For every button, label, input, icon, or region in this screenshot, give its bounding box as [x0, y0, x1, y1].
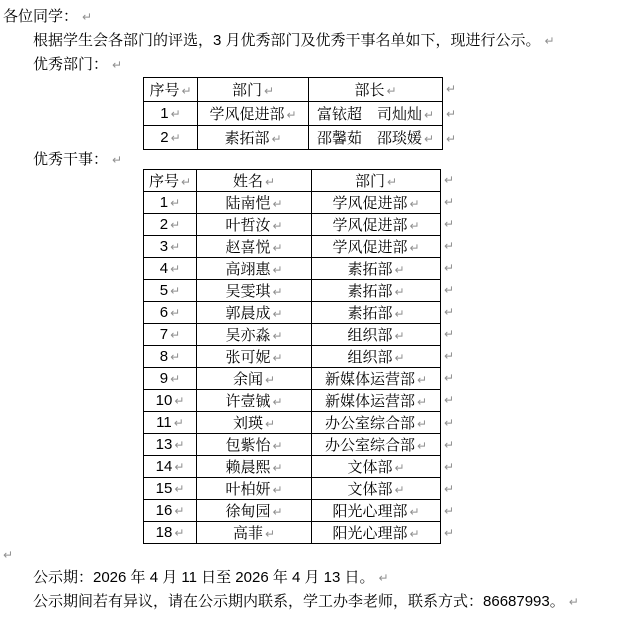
- row-end-mark: [444, 456, 454, 478]
- cell-end-mark: ↵: [272, 460, 283, 475]
- table-row: [144, 323, 441, 345]
- table-cell: [312, 323, 441, 345]
- cell-end-mark: ↵: [272, 350, 283, 365]
- dept-row-end-marks: [446, 77, 456, 151]
- cell-end-mark: ↵: [394, 284, 405, 299]
- cell-text: 姓名: [232, 172, 263, 190]
- cell-end-mark: ↵: [409, 504, 420, 519]
- table-cell: [197, 389, 312, 411]
- cell-end-mark: ↵: [416, 438, 428, 453]
- table-cell: [197, 235, 312, 257]
- greeting-text: 各位同学：: [3, 8, 79, 25]
- table-cell: [312, 521, 441, 543]
- cell-end-mark: ↵: [170, 107, 181, 121]
- cell-end-mark: ↵: [170, 261, 181, 276]
- table-cell: [197, 345, 312, 367]
- cell-text: 1: [160, 105, 169, 122]
- cell-end-mark: ↵: [263, 84, 275, 98]
- table-cell: [197, 301, 312, 323]
- row-end-mark: [444, 323, 454, 345]
- table-cell: [312, 499, 441, 521]
- header-cell: [309, 78, 443, 102]
- table-cell: [144, 455, 197, 477]
- officer-section-heading: [3, 151, 628, 169]
- dept-section-label: 优秀部门：: [33, 56, 109, 73]
- table-cell: [144, 323, 197, 345]
- row-end-mark: [444, 213, 454, 235]
- cell-end-mark: ↵: [394, 262, 405, 277]
- table-cell: [312, 477, 441, 499]
- cell-text: 5: [159, 281, 169, 299]
- cell-text: 3: [159, 237, 169, 255]
- table-row: [144, 389, 441, 411]
- paragraph-mark: ↵: [444, 195, 455, 210]
- table-row: [144, 257, 441, 279]
- table-row: [144, 367, 441, 389]
- table-cell: [312, 433, 441, 455]
- dept-section-heading: [3, 53, 628, 77]
- cell-text: 赵喜悦: [225, 238, 271, 256]
- contact-text: 公示期间若有异议，请在公示期内联系，学工办李老师，联系方式：86687993。: [33, 592, 565, 610]
- cell-text: 素拓部: [224, 130, 270, 147]
- paragraph-mark: ↵: [82, 10, 93, 24]
- cell-text: 新媒体运营部: [324, 392, 415, 410]
- paragraph-mark: ↵: [544, 34, 555, 48]
- row-end-mark: [444, 235, 454, 257]
- cell-end-mark: ↵: [386, 174, 398, 189]
- table-cell: [197, 411, 312, 433]
- cell-end-mark: ↵: [394, 306, 405, 321]
- paragraph-mark: ↵: [444, 305, 455, 320]
- cell-end-mark: ↵: [180, 174, 192, 189]
- row-end-mark: [446, 102, 456, 127]
- cell-text: 18: [155, 523, 173, 541]
- cell-text: 素拓部: [347, 304, 393, 322]
- cell-end-mark: ↵: [181, 84, 192, 98]
- cell-text: 组织部: [347, 326, 393, 344]
- publicity-period-text: 公示期：2026 年 4 月 11 日至 2026 年 4 月 13 日。: [33, 568, 375, 586]
- table-row: [144, 102, 443, 126]
- table-cell: [197, 367, 312, 389]
- cell-text: 1: [159, 193, 169, 211]
- header-cell: [197, 169, 312, 191]
- row-end-mark: [444, 500, 454, 522]
- cell-text: 包紫怡: [225, 436, 271, 454]
- table-cell: [144, 433, 197, 455]
- row-end-mark: [444, 257, 454, 279]
- table-cell: [312, 279, 441, 301]
- table-cell: [144, 345, 197, 367]
- table-cell: [312, 257, 441, 279]
- cell-text: 新媒体运营部: [324, 370, 415, 388]
- table-row: [144, 521, 441, 543]
- cell-text: 学风促进部: [209, 106, 285, 123]
- paragraph-mark: ↵: [444, 283, 455, 298]
- table-cell: [144, 367, 197, 389]
- table-cell: [197, 455, 312, 477]
- cell-text: 11: [156, 413, 172, 431]
- table-cell: [198, 102, 309, 126]
- cell-end-mark: ↵: [173, 415, 184, 430]
- cell-end-mark: ↵: [272, 240, 283, 255]
- cell-text: 许壹铖: [225, 392, 271, 410]
- row-end-mark: [444, 301, 454, 323]
- cell-end-mark: ↵: [272, 482, 283, 497]
- table-cell: [197, 499, 312, 521]
- cell-text: 2: [160, 129, 169, 146]
- cell-text: 6: [159, 303, 169, 321]
- paragraph-mark: ↵: [446, 131, 457, 146]
- table-cell: [312, 367, 441, 389]
- row-end-mark: [444, 367, 454, 389]
- table-cell: [144, 213, 197, 235]
- table-cell: [144, 126, 198, 150]
- cell-end-mark: ↵: [272, 284, 283, 299]
- row-end-mark: [444, 389, 454, 411]
- cell-end-mark: ↵: [423, 132, 435, 146]
- cell-end-mark: ↵: [394, 350, 405, 365]
- cell-end-mark: ↵: [394, 328, 405, 343]
- cell-text: 13: [155, 435, 173, 453]
- officer-table-wrap: [143, 169, 628, 544]
- cell-end-mark: ↵: [272, 394, 283, 409]
- cell-end-mark: ↵: [409, 526, 420, 541]
- table-row: [144, 411, 441, 433]
- cell-text: 学风促进部: [332, 194, 408, 212]
- empty-paragraph: [3, 544, 628, 566]
- row-end-mark: [444, 279, 454, 301]
- cell-end-mark: ↵: [170, 349, 181, 364]
- row-end-mark: [444, 191, 454, 213]
- cell-end-mark: ↵: [272, 218, 283, 233]
- cell-text: 张可妮: [225, 348, 271, 366]
- row-end-mark: [444, 345, 454, 367]
- row-end-mark: [444, 411, 454, 433]
- table-cell: [144, 235, 197, 257]
- paragraph-mark: ↵: [444, 327, 455, 342]
- greeting-line: [3, 5, 628, 29]
- paragraph-mark: ↵: [444, 239, 455, 254]
- dept-table-wrap: [143, 77, 628, 151]
- paragraph-mark: ↵: [444, 371, 455, 386]
- cell-text: 15: [155, 479, 173, 497]
- paragraph-mark: ↵: [444, 459, 455, 474]
- table-cell: [198, 126, 309, 150]
- officer-table: [143, 169, 441, 544]
- header-row: [144, 78, 443, 102]
- cell-text: 部门: [354, 172, 385, 190]
- officer-section-label: 优秀干事：: [33, 150, 109, 168]
- table-cell: [197, 191, 312, 213]
- dept-table: [143, 77, 443, 150]
- cell-text: 刘瑛: [232, 414, 263, 432]
- cell-text: 学风促进部: [332, 238, 408, 256]
- paragraph-mark: ↵: [444, 481, 455, 496]
- cell-text: 部长: [354, 82, 385, 99]
- publicity-period-line: [3, 566, 628, 590]
- table-cell: [197, 521, 312, 543]
- cell-text: 办公室综合部: [324, 414, 415, 432]
- cell-text: 叶哲汝: [225, 216, 271, 234]
- intro-line: [3, 29, 628, 53]
- cell-text: 10: [155, 391, 173, 409]
- header-cell: [144, 78, 198, 102]
- cell-text: 徐甸园: [225, 502, 271, 520]
- table-cell: [144, 279, 197, 301]
- cell-end-mark: ↵: [264, 372, 276, 387]
- row-end-mark: [444, 169, 454, 191]
- cell-end-mark: ↵: [272, 196, 283, 211]
- cell-end-mark: ↵: [170, 131, 181, 145]
- paragraph-mark: ↵: [444, 393, 455, 408]
- table-cell: [197, 279, 312, 301]
- contact-line: [3, 590, 628, 614]
- cell-text: 4: [159, 259, 169, 277]
- paragraph-mark: ↵: [444, 503, 455, 518]
- cell-end-mark: ↵: [409, 196, 420, 211]
- cell-end-mark: ↵: [170, 239, 181, 254]
- table-row: [144, 213, 441, 235]
- table-cell: [144, 389, 197, 411]
- header-cell: [144, 169, 197, 191]
- cell-text: 吴雯琪: [225, 282, 271, 300]
- header-cell: [312, 169, 441, 191]
- table-row: [144, 235, 441, 257]
- cell-text: 学风促进部: [332, 216, 408, 234]
- table-cell: [309, 126, 443, 150]
- table-row: [144, 279, 441, 301]
- cell-end-mark: ↵: [394, 482, 405, 497]
- paragraph-mark: ↵: [112, 152, 123, 167]
- table-cell: [144, 301, 197, 323]
- table-cell: [197, 323, 312, 345]
- paragraph-mark: ↵: [444, 349, 455, 364]
- cell-text: 序号: [149, 82, 180, 99]
- table-cell: [144, 411, 197, 433]
- cell-text: 高翊惠: [225, 260, 271, 278]
- table-row: [144, 499, 441, 521]
- cell-end-mark: ↵: [264, 416, 276, 431]
- cell-text: 组织部: [347, 348, 393, 366]
- table-row: [144, 126, 443, 150]
- cell-text: 9: [159, 369, 169, 387]
- table-cell: [144, 477, 197, 499]
- row-end-mark: [446, 126, 456, 151]
- cell-end-mark: ↵: [271, 132, 282, 146]
- paragraph-mark: ↵: [444, 525, 455, 540]
- paragraph-mark: ↵: [444, 437, 455, 452]
- table-cell: [312, 191, 441, 213]
- cell-text: 部门: [231, 82, 262, 99]
- cell-text: 文体部: [347, 458, 393, 476]
- intro-text: 根据学生会各部门的评选，3 月优秀部门及优秀干事名单如下，现进行公示。: [33, 32, 541, 49]
- table-cell: [312, 213, 441, 235]
- table-cell: [312, 235, 441, 257]
- cell-end-mark: ↵: [272, 306, 283, 321]
- paragraph-mark: ↵: [568, 594, 579, 609]
- table-cell: [144, 102, 198, 126]
- table-cell: [144, 521, 197, 543]
- header-cell: [198, 78, 309, 102]
- cell-text: 陆南恺: [225, 194, 271, 212]
- cell-end-mark: ↵: [272, 262, 283, 277]
- table-cell: [312, 455, 441, 477]
- cell-end-mark: ↵: [272, 438, 283, 453]
- cell-text: 16: [155, 501, 173, 519]
- paragraph-mark: ↵: [3, 547, 14, 562]
- cell-end-mark: ↵: [416, 394, 428, 409]
- cell-end-mark: ↵: [286, 108, 297, 122]
- cell-end-mark: ↵: [170, 371, 181, 386]
- table-cell: [312, 345, 441, 367]
- cell-text: 序号: [148, 172, 179, 190]
- cell-text: 14: [155, 457, 173, 475]
- table-row: [144, 433, 441, 455]
- table-cell: [197, 213, 312, 235]
- row-end-mark: [444, 434, 454, 456]
- cell-end-mark: ↵: [423, 108, 435, 122]
- row-end-mark: [444, 478, 454, 500]
- table-cell: [197, 477, 312, 499]
- cell-end-mark: ↵: [386, 84, 397, 98]
- cell-text: 富铱超 司灿灿: [316, 106, 422, 123]
- cell-text: 素拓部: [347, 260, 393, 278]
- header-row: [144, 169, 441, 191]
- cell-text: 高菲: [232, 524, 263, 542]
- table-cell: [312, 411, 441, 433]
- table-cell: [144, 191, 197, 213]
- table-row: [144, 345, 441, 367]
- cell-text: 余闻: [232, 370, 263, 388]
- paragraph-mark: ↵: [446, 106, 457, 121]
- cell-text: 7: [159, 325, 169, 343]
- paragraph-mark: ↵: [444, 217, 455, 232]
- cell-text: 郭晨成: [225, 304, 271, 322]
- cell-end-mark: ↵: [170, 195, 181, 210]
- cell-text: 邵馨茹 邵琰媛: [316, 130, 422, 147]
- cell-text: 吴亦淼: [225, 326, 271, 344]
- cell-end-mark: ↵: [174, 437, 185, 452]
- officer-row-end-marks: [444, 169, 454, 544]
- paragraph-mark: ↵: [444, 261, 455, 276]
- cell-end-mark: ↵: [174, 393, 185, 408]
- cell-end-mark: ↵: [170, 217, 181, 232]
- table-cell: [144, 499, 197, 521]
- table-cell: [197, 433, 312, 455]
- cell-text: 赖晨熙: [225, 458, 271, 476]
- cell-end-mark: ↵: [170, 283, 181, 298]
- cell-end-mark: ↵: [416, 416, 428, 431]
- cell-end-mark: ↵: [272, 328, 283, 343]
- cell-end-mark: ↵: [264, 174, 276, 189]
- cell-end-mark: ↵: [416, 372, 428, 387]
- cell-end-mark: ↵: [409, 240, 420, 255]
- cell-text: 2: [159, 215, 169, 233]
- cell-text: 阳光心理部: [332, 502, 408, 520]
- cell-end-mark: ↵: [409, 218, 420, 233]
- table-row: [144, 455, 441, 477]
- cell-end-mark: ↵: [272, 504, 283, 519]
- cell-text: 阳光心理部: [332, 524, 408, 542]
- cell-text: 文体部: [347, 480, 393, 498]
- cell-end-mark: ↵: [264, 526, 276, 541]
- cell-text: 素拓部: [347, 282, 393, 300]
- cell-text: 8: [159, 347, 169, 365]
- row-end-mark: [444, 522, 454, 544]
- cell-text: 叶柏妍: [225, 480, 271, 498]
- paragraph-mark: ↵: [446, 82, 457, 97]
- cell-end-mark: ↵: [170, 327, 181, 342]
- table-cell: [312, 301, 441, 323]
- table-cell: [312, 389, 441, 411]
- paragraph-mark: ↵: [444, 172, 455, 187]
- cell-end-mark: ↵: [174, 481, 185, 496]
- paragraph-mark: ↵: [112, 58, 123, 72]
- table-row: [144, 477, 441, 499]
- paragraph-mark: ↵: [444, 415, 455, 430]
- cell-end-mark: ↵: [170, 305, 181, 320]
- cell-text: 办公室综合部: [324, 436, 415, 454]
- table-cell: [309, 102, 443, 126]
- cell-end-mark: ↵: [394, 460, 405, 475]
- table-row: [144, 191, 441, 213]
- cell-end-mark: ↵: [174, 525, 185, 540]
- cell-end-mark: ↵: [174, 503, 185, 518]
- paragraph-mark: ↵: [378, 570, 389, 585]
- table-row: [144, 301, 441, 323]
- table-cell: [197, 257, 312, 279]
- cell-end-mark: ↵: [174, 459, 185, 474]
- table-cell: [144, 257, 197, 279]
- row-end-mark: [446, 77, 456, 102]
